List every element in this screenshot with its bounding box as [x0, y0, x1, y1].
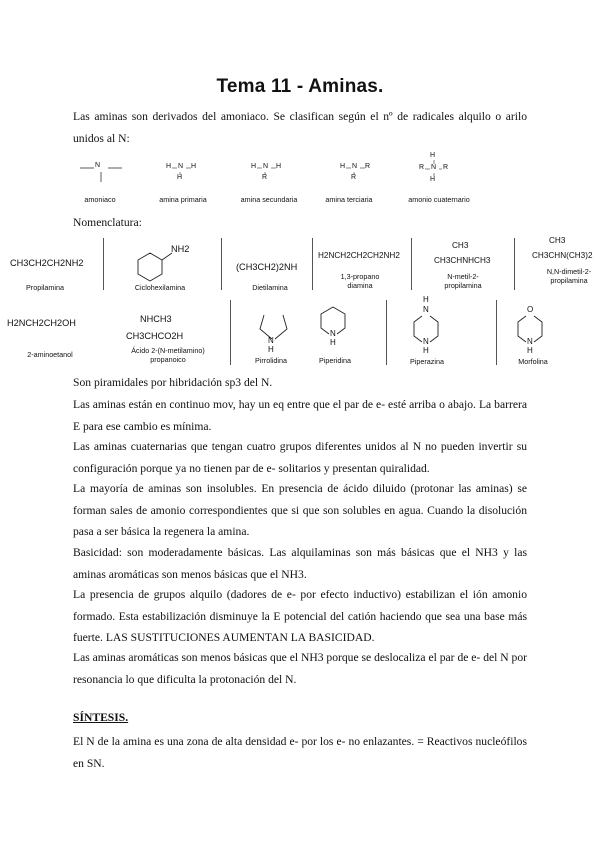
propilamina-name: Propilamina — [26, 283, 64, 292]
morfolina-n: N — [527, 337, 533, 346]
aminoetanol-formula: H2NCH2CH2OH — [7, 318, 76, 328]
piperazina-bottom-n: N — [423, 337, 429, 346]
morfolina-name: Morfolina — [518, 357, 548, 366]
paragraph-inversion: Las aminas están en continuo mov, hay un eq entre que el par de e- esté arriba o abajo. La barrera E para ese cambio es mínima. — [73, 398, 527, 433]
dietilamina-formula: (CH3CH2)2NH — [236, 262, 298, 272]
morfolina-h: H — [527, 346, 533, 355]
aminoetanol-name: 2-aminoetanol — [27, 350, 73, 359]
piperazina-bottom-h: H — [423, 346, 429, 355]
pirrolidina-ring — [250, 303, 300, 353]
label-amina-secundaria: amina secundaria — [240, 195, 298, 204]
paragraph-quiralidad: Las aminas cuaternarias que tengan cuatro grupos diferentes unidos al N no pueden invertir su configuración porque ya no tienen par de e- solitarios y presentan quiralidad. — [73, 440, 527, 475]
piperazina-top-n: N — [423, 305, 429, 314]
divider — [103, 238, 104, 290]
morfolina-o: O — [527, 305, 534, 314]
synthesis-paragraph: El N de la amina es una zona de alta densidad e- por los e- no enlazantes. = Reactivos nucleófilos en SN. — [73, 735, 527, 770]
paragraph-hibridacion: Son piramidales por hibridación sp3 del N. — [73, 376, 273, 389]
metilaminopropanoico-nhch3: NHCH3 — [140, 314, 172, 324]
divider — [386, 300, 387, 365]
metilpropilamina-ch3: CH3 — [452, 241, 469, 250]
ciclohexilamina-name: Ciclohexilamina — [134, 283, 186, 292]
metilaminopropanoico-formula: CH3CHCO2H — [126, 331, 184, 341]
paragraph-grupos-alquilo: La presencia de grupos alquilo (dadores de e- por efecto inductivo) estabilizan el ión amonio formado. Esta estabilización disminuye la E potencial del catión haciendo que sea una base más fuerte. LAS SUSTITUCIONES AUMENTAN LA BASICIDAD. — [73, 588, 527, 644]
propilamina-formula: CH3CH2CH2NH2 — [10, 258, 84, 268]
paragraph-aromaticas: Las aminas aromáticas son menos básicas que el NH3 porque se deslocaliza el par de e- del N por resonancia lo que dificulta la protonación del N. — [73, 651, 527, 686]
metilpropilamina-name: N-metil-2-propilamina — [444, 272, 482, 290]
dimetilpropilamina-ch3: CH3 — [549, 236, 566, 245]
metilpropilamina-formula: CH3CHNHCH3 — [434, 256, 491, 265]
dietilamina-name: Dietilamina — [252, 283, 288, 292]
ammonia-n-atom: N — [95, 162, 101, 169]
classification-bonds — [70, 152, 530, 192]
paragraph-solubilidad: La mayoría de aminas son insolubles. En presencia de ácido diluido (protonar las aminas) se forman sales de amonio correspondientes que si que son solubles en agua. Cuando la disolución pasa a ser básica la regenera la amina. — [73, 482, 527, 538]
piperazina-name: Piperazina — [410, 357, 444, 366]
intro-paragraph: Las aminas son derivados del amoniaco. Se clasifican según el nº de radicales alquilo o arilo unidos al N: — [73, 110, 527, 145]
dimetilpropilamina-formula: CH3CHN(CH3)2 — [532, 251, 593, 260]
piperidina-n: N — [330, 329, 336, 338]
label-amonio-cuaternario: amonio cuaternario — [408, 195, 470, 204]
label-amoniaco: amoniaco — [84, 195, 116, 204]
divider — [496, 300, 497, 365]
synthesis-heading: SÍNTESIS. — [73, 711, 129, 724]
piperazina-top-h: H — [423, 295, 429, 304]
propanodiamina-formula: H2NCH2CH2CH2NH2 — [318, 251, 400, 260]
label-amina-primaria: amina primaria — [159, 195, 207, 204]
pirrolidina-n: N — [268, 336, 274, 345]
divider — [411, 238, 412, 290]
ciclohexilamina-nh2: NH2 — [171, 244, 190, 254]
propanodiamina-name: 1,3-propano diamina — [340, 272, 380, 290]
label-amina-terciaria: amina terciaria — [325, 195, 373, 204]
paragraph-basicidad: Basicidad: son moderadamente básicas. Las alquilaminas son más básicas que el NH3 y las aminas aromáticas son menos básicas que el NH3. — [73, 546, 527, 581]
divider — [312, 238, 313, 290]
divider — [514, 238, 515, 290]
piperidina-name: Piperidina — [319, 356, 351, 365]
piperidina-h: H — [330, 338, 336, 347]
nomenclature-heading: Nomenclatura: — [73, 216, 142, 229]
metilaminopropanoico-name: Ácido 2-(N-metilamino) propanoico — [131, 346, 205, 364]
divider — [230, 300, 231, 365]
divider — [221, 238, 222, 290]
page-title: Tema 11 - Aminas. — [216, 76, 384, 97]
pirrolidina-name: Pirrolidina — [255, 356, 287, 365]
dimetilpropilamina-name: N,N-dimetil-2-propilamina — [546, 267, 592, 285]
pirrolidina-h: H — [268, 345, 274, 354]
